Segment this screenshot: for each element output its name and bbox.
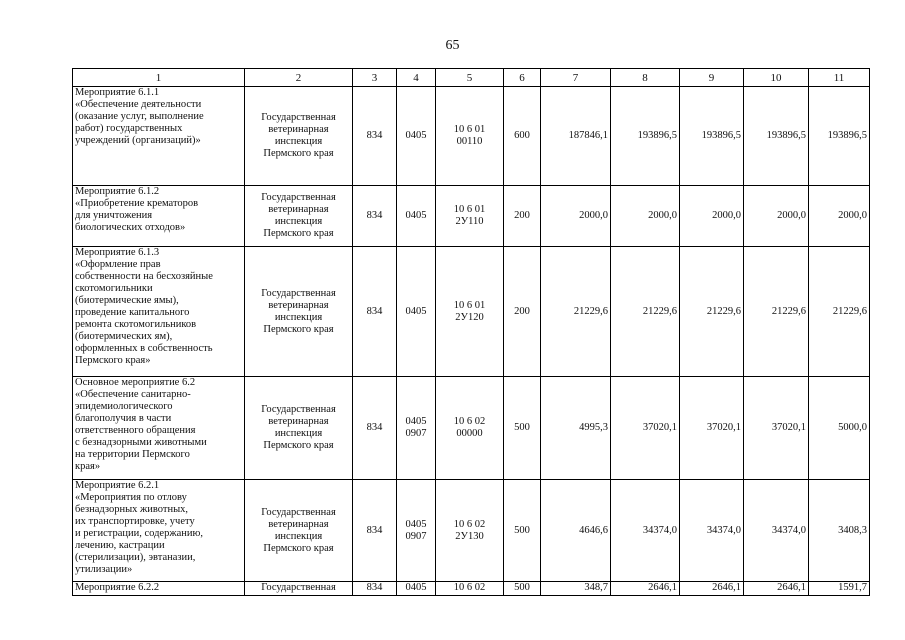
section-code: 0405	[397, 87, 436, 186]
value-col-7: 4646,6	[541, 480, 611, 582]
column-header: 2	[245, 69, 353, 87]
section-code: 0405	[397, 582, 436, 596]
grbs-code: 834	[353, 582, 397, 596]
value-col-10: 34374,0	[744, 480, 809, 582]
value-col-10: 37020,1	[744, 377, 809, 480]
table-row	[73, 480, 870, 582]
table-row	[73, 87, 870, 186]
table-row	[73, 247, 870, 377]
expense-type-code: 600	[504, 87, 541, 186]
section-code: 0405	[397, 247, 436, 377]
value-col-9: 34374,0	[680, 480, 744, 582]
expense-type-code: 200	[504, 186, 541, 247]
grbs-code: 834	[353, 480, 397, 582]
target-article-code: 10 6 02 00000	[436, 377, 504, 480]
activity-name: Мероприятие 6.1.2 «Приобретение крематоров для уничтожения биологических отходов»	[73, 186, 245, 247]
value-col-11: 3408,3	[809, 480, 870, 582]
section-code: 0405 0907	[397, 480, 436, 582]
page-number: 65	[445, 38, 460, 53]
value-col-10: 2646,1	[744, 582, 809, 596]
executor-cell: Государственная	[245, 582, 353, 596]
target-article-code: 10 6 01 00110	[436, 87, 504, 186]
value-col-8: 21229,6	[611, 247, 680, 377]
column-header: 3	[353, 69, 397, 87]
column-header: 5	[436, 69, 504, 87]
value-col-8: 34374,0	[611, 480, 680, 582]
value-col-11: 5000,0	[809, 377, 870, 480]
column-header: 11	[809, 69, 870, 87]
expense-type-code: 200	[504, 247, 541, 377]
activity-name: Мероприятие 6.1.3 «Оформление прав собственности на бесхозяйные скотомогильники (биотермические ямы), проведение капитального ремонта скотомогильников (биотермических ям), оформленных в собственность Пермского края»	[73, 247, 245, 377]
value-col-11: 1591,7	[809, 582, 870, 596]
value-col-10: 21229,6	[744, 247, 809, 377]
grbs-code: 834	[353, 247, 397, 377]
activity-name: Мероприятие 6.2.2	[73, 582, 245, 596]
grbs-code: 834	[353, 186, 397, 247]
column-header: 7	[541, 69, 611, 87]
table-row	[73, 186, 870, 247]
section-code: 0405 0907	[397, 377, 436, 480]
table-row	[73, 377, 870, 480]
target-article-code: 10 6 02 2У130	[436, 480, 504, 582]
expense-type-code: 500	[504, 480, 541, 582]
value-col-7: 2000,0	[541, 186, 611, 247]
value-col-10: 2000,0	[744, 186, 809, 247]
value-col-7: 21229,6	[541, 247, 611, 377]
activity-name: Основное мероприятие 6.2 «Обеспечение санитарно- эпидемиологического благополучия в части ответственного обращения с безнадзорными животными на территории Пермского края»	[73, 377, 245, 480]
value-col-11: 2000,0	[809, 186, 870, 247]
column-header: 10	[744, 69, 809, 87]
value-col-9: 2646,1	[680, 582, 744, 596]
table-row	[73, 582, 870, 596]
value-col-7: 4995,3	[541, 377, 611, 480]
activity-name: Мероприятие 6.2.1 «Мероприятия по отлову безнадзорных животных, их транспортировке, учету и регистрации, содержанию, лечению, кастрации (стерилизации), эвтаназии, утилизации»	[73, 480, 245, 582]
column-header: 1	[73, 69, 245, 87]
value-col-8: 2000,0	[611, 186, 680, 247]
value-col-9: 2000,0	[680, 186, 744, 247]
value-col-11: 21229,6	[809, 247, 870, 377]
value-col-11: 193896,5	[809, 87, 870, 186]
target-article-code: 10 6 01 2У120	[436, 247, 504, 377]
expense-type-code: 500	[504, 377, 541, 480]
target-article-code: 10 6 02	[436, 582, 504, 596]
value-col-9: 193896,5	[680, 87, 744, 186]
target-article-code: 10 6 01 2У110	[436, 186, 504, 247]
executor-cell: Государственная ветеринарная инспекция Пермского края	[245, 480, 353, 582]
grbs-code: 834	[353, 87, 397, 186]
grbs-code: 834	[353, 377, 397, 480]
column-header: 9	[680, 69, 744, 87]
header-row	[73, 69, 870, 87]
value-col-9: 21229,6	[680, 247, 744, 377]
executor-cell: Государственная ветеринарная инспекция Пермского края	[245, 87, 353, 186]
budget-table	[72, 68, 870, 596]
executor-cell: Государственная ветеринарная инспекция Пермского края	[245, 186, 353, 247]
activity-name: Мероприятие 6.1.1 «Обеспечение деятельности (оказание услуг, выполнение работ) государственных учреждений (организаций)»	[73, 87, 245, 186]
column-header: 6	[504, 69, 541, 87]
value-col-8: 2646,1	[611, 582, 680, 596]
value-col-8: 37020,1	[611, 377, 680, 480]
expense-type-code: 500	[504, 582, 541, 596]
value-col-7: 348,7	[541, 582, 611, 596]
value-col-7: 187846,1	[541, 87, 611, 186]
column-header: 4	[397, 69, 436, 87]
executor-cell: Государственная ветеринарная инспекция Пермского края	[245, 247, 353, 377]
value-col-10: 193896,5	[744, 87, 809, 186]
executor-cell: Государственная ветеринарная инспекция Пермского края	[245, 377, 353, 480]
value-col-8: 193896,5	[611, 87, 680, 186]
column-header: 8	[611, 69, 680, 87]
section-code: 0405	[397, 186, 436, 247]
value-col-9: 37020,1	[680, 377, 744, 480]
